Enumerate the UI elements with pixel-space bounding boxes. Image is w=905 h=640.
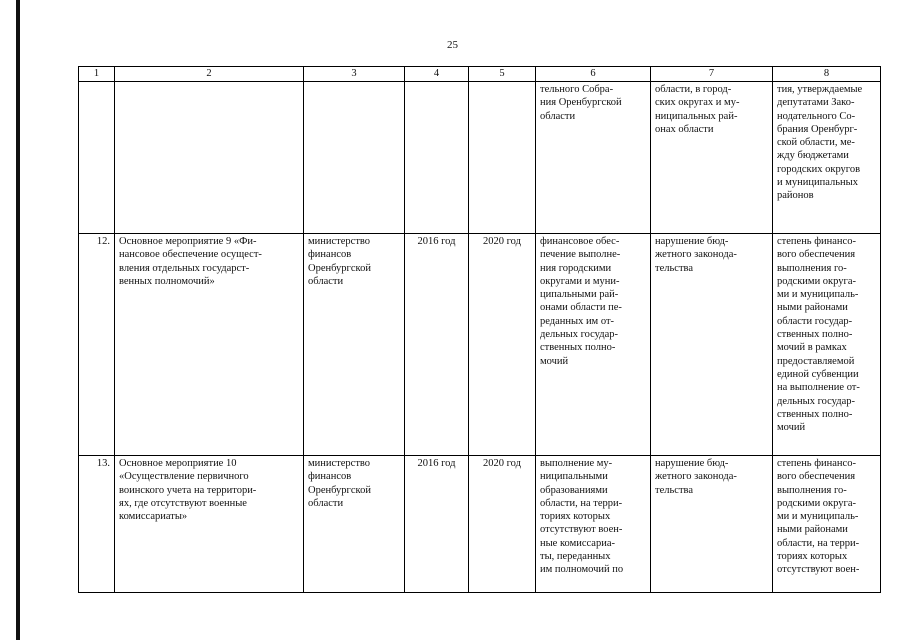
left-binding-bar	[16, 0, 20, 640]
column-header-1: 1	[79, 67, 115, 82]
result-cell: финансовое обес- печение выполне- ния городскими округами и муни- ципальными рай- онами области пе- реданных им от- дельных государ- ственных полно- мочий	[536, 234, 651, 456]
column-header-2: 2	[115, 67, 304, 82]
row-number-cell: 13.	[79, 456, 115, 593]
indicator-cell: тия, утверждаемые депутатами Зако- нодательного Со- брания Оренбург- ской области, ме- жду бюджетами городских округов и муниципальных районов	[773, 82, 881, 234]
indicator-cell: степень финансо- вого обеспечения выполнения го- родскими округа- ми и муниципаль- ными районами области, на терри- ториях которых отсутствуют воен-	[773, 456, 881, 593]
program-table	[78, 66, 881, 593]
end-year-cell: 2020 год	[469, 456, 536, 593]
table-row-continuation	[79, 82, 881, 234]
table-row-13	[79, 456, 881, 593]
end-year-cell: 2020 год	[469, 234, 536, 456]
consequence-cell: нарушение бюд- жетного законода- тельства	[651, 456, 773, 593]
row-number-cell	[79, 82, 115, 234]
indicator-cell: степень финансо- вого обеспечения выполнения го- родскими округа- ми и муниципаль- ными районами области государ- ственных полно- мочий в рамках предоставляемой единой субвенции на выполнение от- дельных государ- ственных полно- мочий	[773, 234, 881, 456]
column-header-6: 6	[536, 67, 651, 82]
row-number-cell: 12.	[79, 234, 115, 456]
executor-cell: министерство финансов Оренбургской области	[304, 234, 405, 456]
column-header-8: 8	[773, 67, 881, 82]
executor-cell: министерство финансов Оренбургской области	[304, 456, 405, 593]
column-header-4: 4	[405, 67, 469, 82]
column-header-3: 3	[304, 67, 405, 82]
page-number: 25	[447, 39, 458, 51]
result-cell: выполнение му- ниципальными образованиями области, на терри- ториях которых отсутствуют воен- ные комиссариа- ты, переданных им полномочий по	[536, 456, 651, 593]
column-number-row	[79, 67, 881, 82]
event-cell: Основное мероприятие 9 «Фи- нансовое обеспечение осущест- вления отдельных государст- венных полномочий»	[115, 234, 304, 456]
start-year-cell	[405, 82, 469, 234]
table-row-12	[79, 234, 881, 456]
start-year-cell: 2016 год	[405, 234, 469, 456]
column-header-7: 7	[651, 67, 773, 82]
consequence-cell: области, в город- ских округах и му- ниципальных рай- онах области	[651, 82, 773, 234]
end-year-cell	[469, 82, 536, 234]
event-cell	[115, 82, 304, 234]
event-cell: Основное мероприятие 10 «Осуществление первичного воинского учета на территори- ях, где отсутствуют военные комиссариаты»	[115, 456, 304, 593]
start-year-cell: 2016 год	[405, 456, 469, 593]
result-cell: тельного Собра- ния Оренбургской области	[536, 82, 651, 234]
consequence-cell: нарушение бюд- жетного законода- тельства	[651, 234, 773, 456]
executor-cell	[304, 82, 405, 234]
column-header-5: 5	[469, 67, 536, 82]
